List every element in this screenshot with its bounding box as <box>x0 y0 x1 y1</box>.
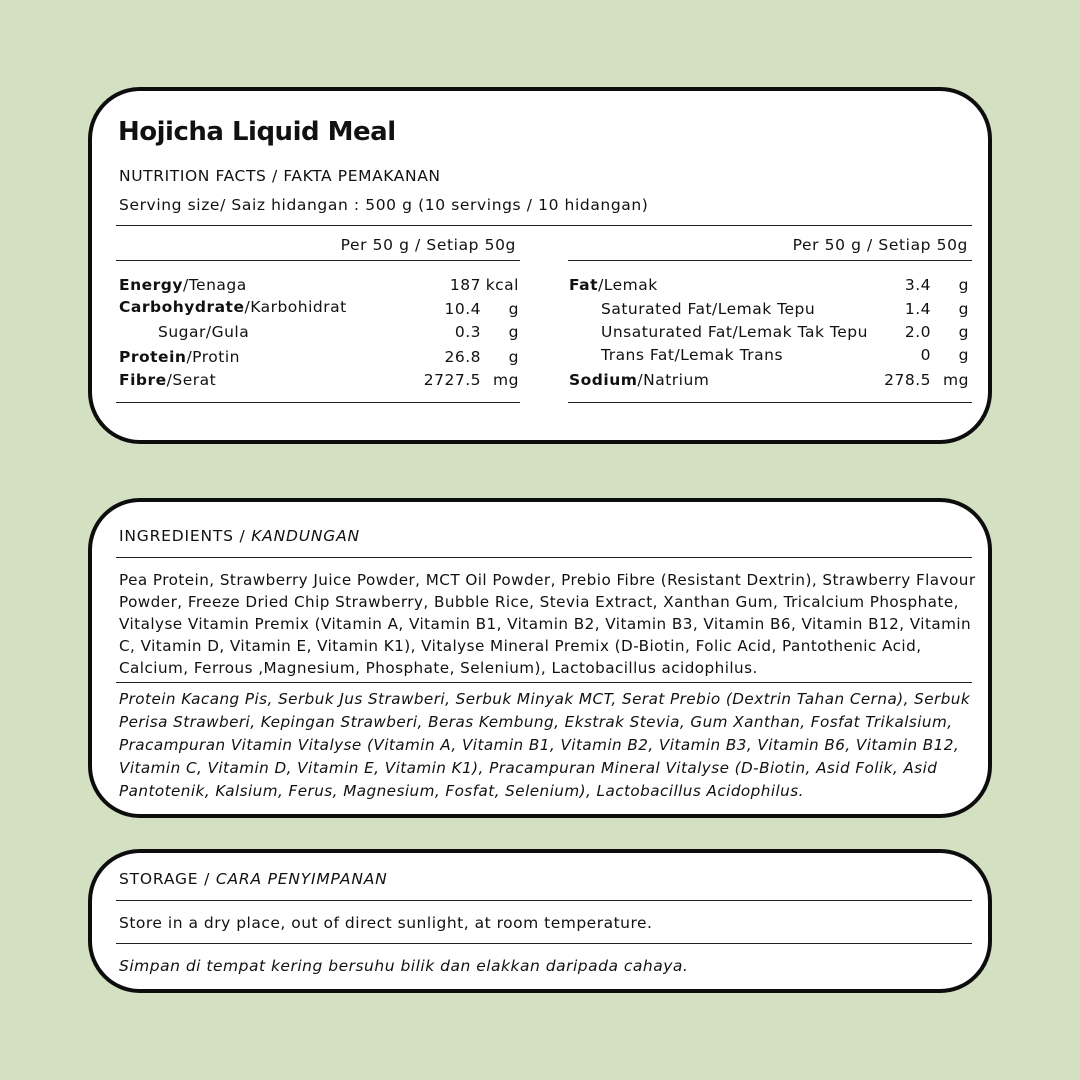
column-header-right: Per 50 g / Setiap 50g <box>792 236 968 254</box>
nutrient-value: 1.4 <box>904 300 931 318</box>
storage-card <box>88 849 992 993</box>
nutrient-unit: g <box>958 346 969 364</box>
storage-malay: Simpan di tempat kering bersuhu bilik dan elakkan daripada cahaya. <box>119 957 689 975</box>
divider <box>116 943 972 944</box>
nutrient-value: 2.0 <box>904 323 931 341</box>
nutrient-unit: mg <box>943 371 969 389</box>
divider <box>568 402 972 403</box>
nutrient-name: /Serat <box>166 371 217 389</box>
nutrient-row-fat <box>569 276 973 298</box>
divider <box>116 557 972 558</box>
nutrient-value: 0.3 <box>454 323 481 341</box>
nutrient-name-bold: Fibre <box>119 371 167 389</box>
nutrient-name: Trans Fat/Lemak Trans <box>601 346 784 364</box>
nutrient-row-carbohydrate <box>119 298 523 320</box>
ingredients-malay: Protein Kacang Pis, Serbuk Jus Strawberi, Serbuk Minyak MCT, Serat Prebio (Dextrin Tahan Cerna), Serbuk Perisa Strawberi, Kepingan Strawberi, Beras Kembung, Ekstrak Stevia, Gum Xanthan, Fosfat Trikalsium, Pracampuran Vitamin Vitalyse (Vitamin A, Vitamin B1, Vitamin B2, Vitamin B3, Vitamin B6, Vitamin B12, Vitamin C, Vitamin D, Vitamin E, Vitamin K1), Pracampuran Mineral Vitalyse (D-Biotin, Asid Folik, Asid Pantotenik, Kalsium, Ferus, Magnesium, Fosfat, Selenium), Lactobacillus Acidophilus. <box>119 690 971 800</box>
nutrition-subtitle: NUTRITION FACTS / FAKTA PEMAKANAN <box>119 167 441 185</box>
nutrient-name-bold: Energy <box>119 276 183 294</box>
nutrient-row-fibre <box>119 371 523 393</box>
divider <box>116 900 972 901</box>
nutrient-name-bold: Protein <box>119 348 187 366</box>
nutrient-name-bold: Fat <box>569 276 599 294</box>
nutrient-name: /Lemak <box>598 276 658 294</box>
nutrient-value: 187 <box>449 276 481 294</box>
ingredients-english: Pea Protein, Strawberry Juice Powder, MCT Oil Powder, Prebio Fibre (Resistant Dextrin), Strawberry Flavour Powder, Freeze Dried Chip Strawberry, Bubble Rice, Stevia Extract, Xanthan Gum, Tricalcium Phosphate, Vitalyse Vitamin Premix (Vitamin A, Vitamin B1, Vitamin B2, Vitamin B3, Vitamin B6, Vitamin B12, Vitamin C, Vitamin D, Vitamin E, Vitamin K1), Vitalyse Mineral Premix (D-Biotin, Folic Acid, Pantothenic Acid, Calcium, Ferrous ,Magnesium, Phosphate, Selenium), Lactobacillus acidophilus. <box>119 571 976 677</box>
nutrient-row-saturated-fat <box>569 300 973 322</box>
column-header-left: Per 50 g / Setiap 50g <box>340 236 516 254</box>
nutrient-name: /Natrium <box>637 371 710 389</box>
product-title: Hojicha Liquid Meal <box>118 117 396 147</box>
nutrient-value: 3.4 <box>904 276 931 294</box>
divider <box>116 682 972 683</box>
nutrient-unit: g <box>508 348 519 366</box>
divider <box>116 225 972 226</box>
nutrient-value: 2727.5 <box>423 371 481 389</box>
nutrient-unit: kcal <box>485 276 519 294</box>
storage-english: Store in a dry place, out of direct sunlight, at room temperature. <box>119 914 653 932</box>
nutrient-value: 0 <box>920 346 931 364</box>
nutrient-unit: mg <box>493 371 519 389</box>
nutrient-unit: g <box>508 300 519 318</box>
nutrient-value: 10.4 <box>444 300 481 318</box>
nutrition-facts-card <box>88 87 992 444</box>
storage-heading: STORAGE / CARA PENYIMPANAN <box>119 870 388 888</box>
nutrient-name-bold: Carbohydrate <box>119 298 245 316</box>
nutrient-name: /Tenaga <box>182 276 247 294</box>
nutrient-unit: g <box>958 300 969 318</box>
divider <box>568 260 972 261</box>
nutrient-unit: g <box>508 323 519 341</box>
ingredients-heading: INGREDIENTS / KANDUNGAN <box>119 527 360 545</box>
nutrient-name: Saturated Fat/Lemak Tepu <box>601 300 816 318</box>
divider <box>116 402 520 403</box>
serving-size: Serving size/ Saiz hidangan : 500 g (10 servings / 10 hidangan) <box>119 196 649 214</box>
nutrient-row-sugar <box>119 323 523 345</box>
nutrient-unit: g <box>958 323 969 341</box>
nutrient-row-sodium <box>569 371 973 393</box>
nutrient-name: /Karbohidrat <box>244 298 347 316</box>
nutrient-name: /Protin <box>186 348 240 366</box>
nutrient-unit: g <box>958 276 969 294</box>
nutrient-row-trans-fat <box>569 346 973 368</box>
nutrient-value: 26.8 <box>444 348 481 366</box>
divider <box>116 260 520 261</box>
nutrient-name: Sugar/Gula <box>158 323 250 341</box>
nutrient-row-protein <box>119 348 523 370</box>
nutrient-name-bold: Sodium <box>569 371 638 389</box>
ingredients-card <box>88 498 992 818</box>
nutrient-value: 278.5 <box>884 371 931 389</box>
nutrient-row-energy <box>119 276 523 298</box>
nutrient-row-unsaturated-fat <box>569 323 973 345</box>
nutrient-name: Unsaturated Fat/Lemak Tak Tepu <box>601 323 868 341</box>
